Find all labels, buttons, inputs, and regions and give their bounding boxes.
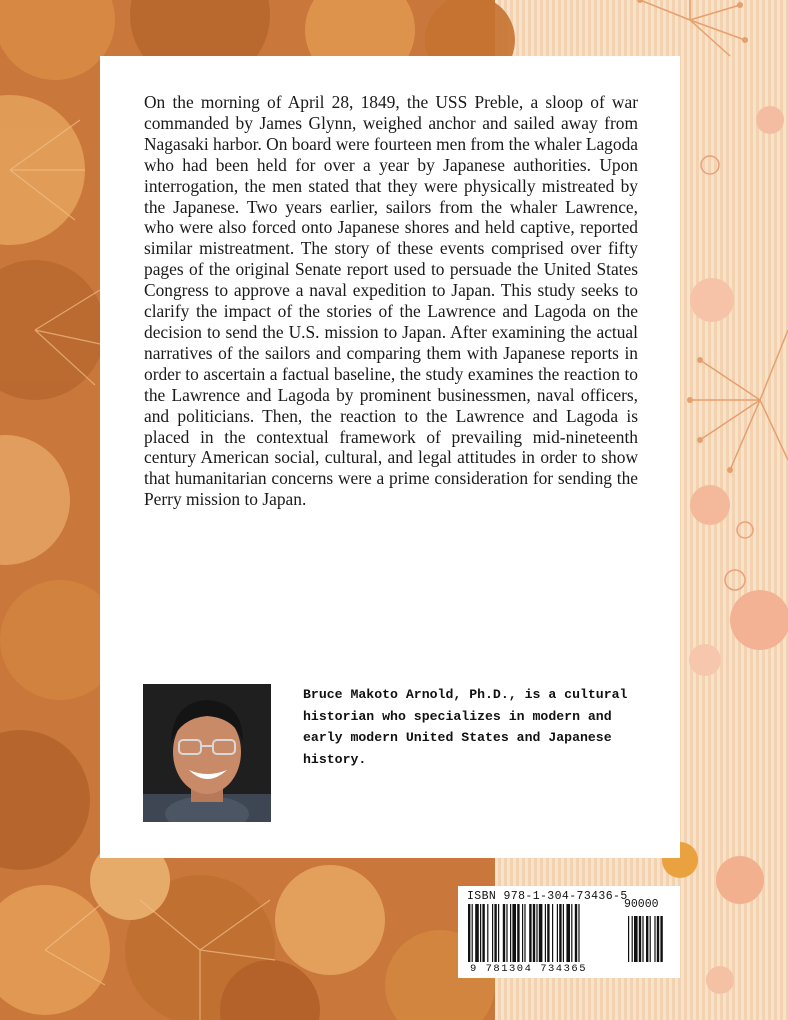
author-photo: [143, 684, 271, 822]
barcode-digits: 9 781304 734365: [470, 963, 588, 975]
price-code: 90000: [624, 898, 659, 911]
back-cover-panel: [100, 56, 680, 858]
author-bio: Bruce Makoto Arnold, Ph.D., is a cultural historian who specializes in modern and early modern United States and Japanese history.: [303, 687, 628, 767]
isbn-barcode: [458, 886, 680, 978]
barcode-bars: [468, 904, 672, 962]
book-description: On the morning of April 28, 1849, the USS Preble, a sloop of war commanded by James Glynn, weighed anchor and sailed away from Nagasaki harbor. On board were fourteen men from the whaler Lagoda who had been held for over a year by Japanese authorities. Upon interrogation, the men stated that they were physically mistreated by the Japanese. Two years earlier, sailors from the whaler Lawrence, who were also forced onto Japanese shores and held captive, reported similar mistreatment. The story of these events comprised over fifty pages of the original Senate report used to persuade the United States Congress to approve a naval expedition to Japan. This study seeks to clarify the impact of the stories of the Lawrence and Lagoda on the decision to send the U.S. mission to Japan. After examining the actual narratives of the sailors and comparing them with Japanese reports in order to ascertain a factual baseline, the study examines the reaction to the Lawrence and Lagoda by prominent businessmen, naval officers, and politicians. Then, the reaction to the Lawrence and Lagoda is placed in the contextual framework of prevailing mid-nineteenth century American social, cultural, and legal attitudes in order to show that humanitarian concerns were a prime consideration for sending the Perry mission to Japan.: [144, 92, 638, 510]
isbn-label: ISBN 978-1-304-73436-5: [467, 890, 628, 903]
